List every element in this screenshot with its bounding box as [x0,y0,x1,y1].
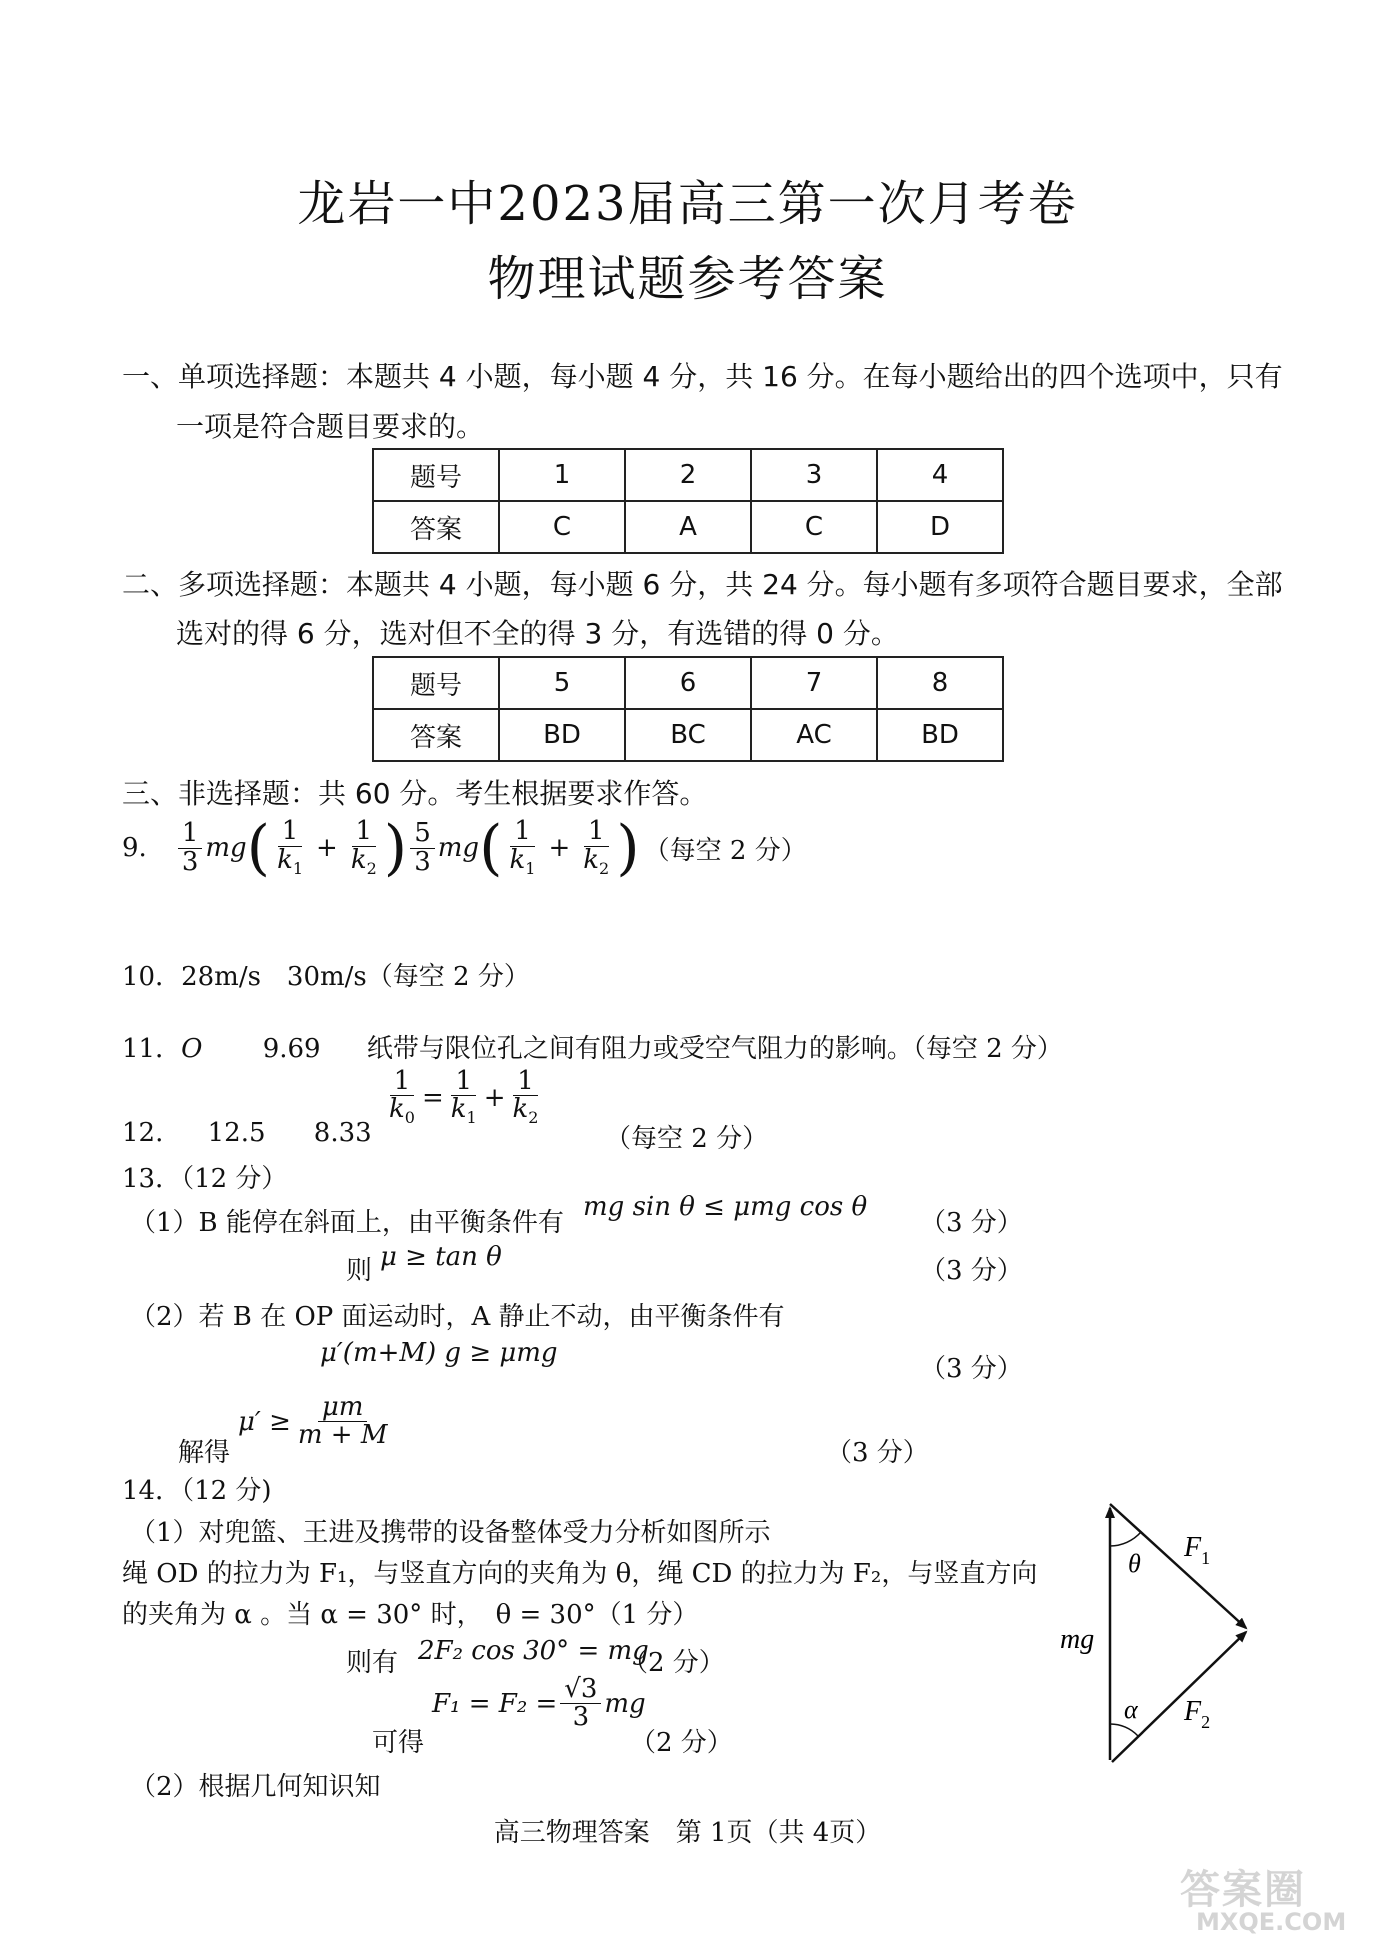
math-lhs: μ′ ≥ [238,1406,291,1437]
table-header-cell: 答案 [373,709,499,761]
plus-sign: + [483,1082,506,1113]
score-note: （每空 2 分） [643,835,807,866]
fraction: $\frac{1}{k_1}$ [277,816,304,878]
fraction: $\frac{1}{3}$ [178,820,203,876]
fraction: $\frac{5}{3}$ [410,820,435,876]
answer-cell: A [625,501,751,553]
table-row [373,709,1003,761]
q14-part1-line3: 的夹角为 α 。当 α = 30° 时， θ = 30°（1 分） [122,1600,699,1630]
q14-eq2-label: 可得 [372,1728,425,1758]
score-note: （每空 2 分） [605,1124,769,1154]
score-note: （2 分） [630,1728,733,1758]
f1-label: $F_1$ [1184,1532,1211,1568]
force-triangle-diagram [1050,1490,1270,1780]
q13-part1: （1）B 能停在斜面上，由平衡条件有 [130,1208,564,1238]
watermark-url: MXQE.COM [1196,1908,1347,1936]
fraction: $\frac{1}{k_2}$ [350,816,377,878]
answer-table-1 [372,448,1004,554]
q14-part2: （2）根据几何知识知 [130,1772,381,1802]
math-mg: mg [604,1688,646,1719]
fraction: $\frac{1}{k_0}$ [389,1066,415,1128]
section2-heading: 二、多项选择题：本题共 4 小题，每小题 6 分，共 24 分。每小题有多项符合题目要求，全部 [122,568,1283,601]
question-number: 5 [499,657,625,709]
alpha-arc [1110,1724,1138,1736]
table-header-cell: 答案 [373,501,499,553]
answer-value: O [181,1034,203,1064]
answer-value: 8.33 [313,1118,372,1148]
answer-text: 纸带与限位孔之间有阻力或受空气阻力的影响。（每空 2 分） [366,1034,1063,1064]
q9-answer: 9. $\frac{1}{3}$ mg ( $\frac{1}{k_1}$ + $\frac{1}{k_2}$ ) $\frac{5}{3}$ mg ( $\frac{1}{k_1}$ + $\frac{1}{k_2}$ ) （每空 2 分） [122,813,807,883]
section1-heading-cont: 一项是符合题目要求的。 [176,410,485,443]
table-header-cell: 题号 [373,449,499,501]
math-mg: mg [205,833,247,863]
q13-solution-equation [238,1394,394,1450]
question-number: 8 [877,657,1003,709]
answer-cell: BD [499,709,625,761]
fraction: $\frac{\mu m}{m + M}$ [297,1392,388,1451]
question-number: 11． [122,1034,182,1064]
score-note: （3 分） [920,1354,1023,1384]
q14-eq2 [432,1676,646,1732]
section1-heading: 一、单项选择题：本题共 4 小题，每小题 4 分，共 16 分。在每小题给出的四个选项中，只有 [122,360,1283,393]
table-row [373,449,1003,501]
score-note: （3 分） [826,1438,929,1468]
math-lhs: F₁ = F₂ = [432,1688,558,1719]
q13-part1-equation: mg sin θ ≤ μmg cos θ [583,1192,868,1222]
q13-part1b-equation: μ ≥ tan θ [380,1242,502,1272]
answer-value: 12.5 [207,1118,266,1148]
page-subtitle: 物理试题参考答案 [487,251,888,307]
q12-formula [382,1068,545,1127]
equals-sign: = [421,1082,444,1113]
q13-part2-equation: μ′(m+M) g ≥ μmg [320,1338,558,1368]
answer-value: 9.69 [262,1034,321,1064]
q13-part2: （2）若 B 在 OP 面运动时，A 静止不动，由平衡条件有 [130,1302,785,1332]
plus-sign: + [548,833,571,863]
table-header-cell: 题号 [373,657,499,709]
table-row [373,657,1003,709]
answer-cell: C [499,501,625,553]
q11-answer [122,1028,1063,1065]
question-number: 6 [625,657,751,709]
question-number: 3 [751,449,877,501]
f2-label: $F_2$ [1184,1696,1211,1732]
score-note: （3 分） [920,1256,1023,1286]
score-note: （3 分） [920,1208,1023,1238]
fraction: $\frac{1}{k_1}$ [509,816,536,878]
question-number: 7 [751,657,877,709]
question-number: 1 [499,449,625,501]
page-footer: 高三物理答案 第 1页（共 4页） [493,1818,882,1848]
plus-sign: + [316,833,338,863]
section3-heading: 三、非选择题：共 60 分。考生根据要求作答。 [122,777,708,810]
q14-part1: （1）对兜篮、王进及携带的设备整体受力分析如图所示 [130,1518,771,1548]
q10-answer: 10．28m/s 30m/s（每空 2 分） [122,962,530,992]
question-number: 4 [877,449,1003,501]
watermark-logo: 答案圈 [1180,1867,1306,1913]
score-note: （2 分） [622,1648,725,1678]
table-row [373,501,1003,553]
q13-solution-label: 解得 [178,1438,231,1468]
answer-cell: AC [751,709,877,761]
alpha-label: α [1124,1695,1138,1724]
question-number: 12. [122,1118,164,1148]
answer-table-2 [372,656,1004,762]
theta-arc [1110,1532,1141,1546]
q12-answer [122,1118,372,1148]
q14-heading: 14．（12 分) [122,1476,272,1506]
q14-part1-line2: 绳 OD 的拉力为 F₁，与竖直方向的夹角为 θ，绳 CD 的拉力为 F₂，与竖直方向 [122,1559,1038,1589]
q14-eq1: 2F₂ cos 30° = mg [418,1636,649,1666]
fraction: $\frac{√3}{3}$ [560,1676,601,1732]
answer-cell: BD [877,709,1003,761]
q13-part1b-label: 则 [346,1256,373,1286]
answer-cell: C [751,501,877,553]
section2-heading-cont: 选对的得 6 分，选对但不全的得 3 分，有选错的得 0 分。 [176,617,899,650]
answer-cell: D [877,501,1003,553]
question-number: 2 [625,449,751,501]
answer-cell: BC [625,709,751,761]
fraction: $\frac{1}{k_2}$ [583,816,610,878]
math-mg: mg [437,833,480,863]
mg-label: mg [1060,1624,1095,1655]
question-number: 9. [122,833,147,863]
q14-eq1-label: 则有 [346,1648,399,1678]
fraction: $\frac{1}{k_2}$ [512,1066,539,1128]
fraction: $\frac{1}{k_1}$ [450,1066,477,1128]
page-title: 龙岩一中2023届高三第一次月考卷 [297,176,1078,232]
theta-label: θ [1128,1549,1141,1578]
q13-heading: 13．（12 分） [122,1164,288,1194]
